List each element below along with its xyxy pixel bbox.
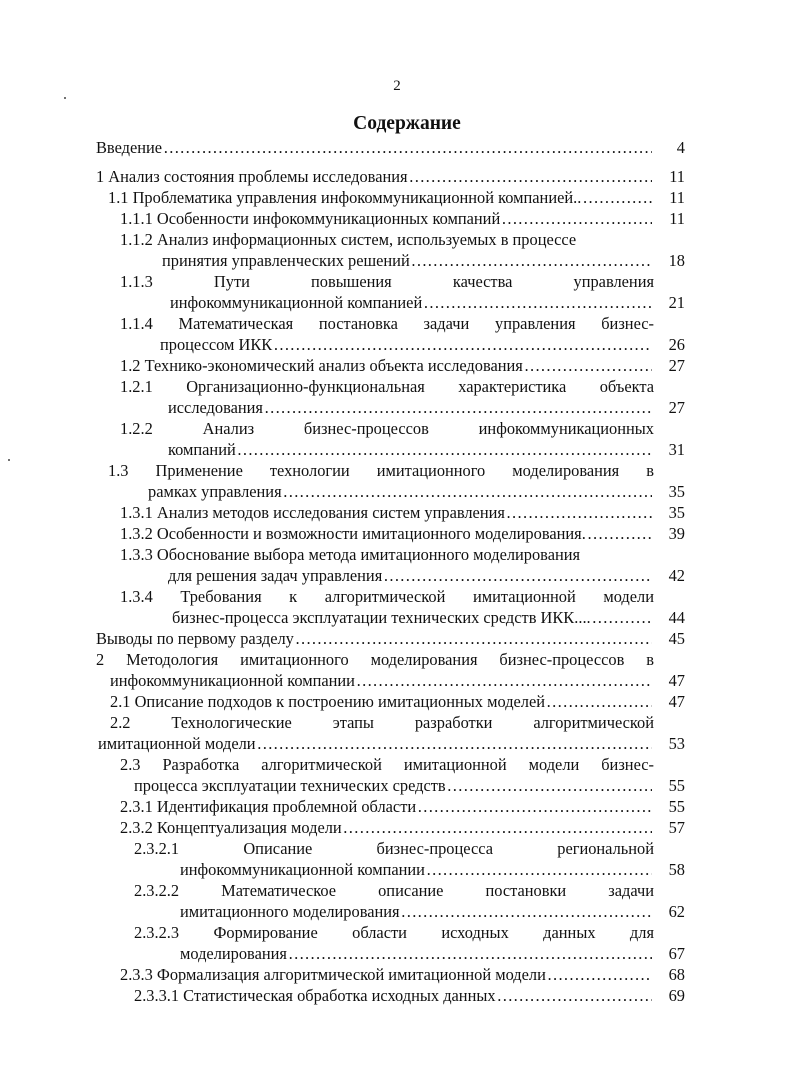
- toc-page-number: 55: [668, 797, 685, 816]
- toc-entry[interactable]: [0, 544, 794, 586]
- toc-page-number: 55: [668, 776, 685, 796]
- toc-entry-title: 2 Методология имитационного моделирования бизнес-процессов в: [96, 650, 654, 669]
- dot-leader: [423, 292, 652, 313]
- toc-entry-title: 1.1.2 Анализ информационных систем, используемых в процессе: [120, 229, 577, 249]
- toc-entry-title: Выводы по первому разделу: [96, 628, 294, 648]
- toc-entry-title: 1.1.3 Пути повышения качества управления: [120, 272, 654, 291]
- toc-entry[interactable]: [0, 523, 794, 544]
- toc-entry-title: 2.2 Технологические этапы разработки алгоритмической: [110, 713, 654, 732]
- dot-leader: [409, 166, 652, 187]
- toc-entry[interactable]: [0, 271, 794, 313]
- dot-leader: [592, 607, 652, 628]
- toc-entry-title: 1.2 Технико-экономический анализ объекта исследования: [120, 355, 523, 375]
- toc-entry[interactable]: [0, 502, 794, 523]
- dot-leader: [501, 208, 652, 229]
- toc-page-number: 18: [668, 251, 685, 271]
- toc-page-number: 21: [668, 293, 685, 313]
- toc-entry-title: Введение: [96, 137, 163, 157]
- toc-entry[interactable]: [0, 712, 794, 754]
- scan-speck: [64, 97, 66, 99]
- scan-speck: [8, 459, 10, 461]
- toc-entry-title: 1.3.4 Требования к алгоритмической имитационной модели: [120, 587, 654, 606]
- dot-leader: [582, 187, 652, 208]
- dot-leader: [547, 964, 652, 985]
- toc-entry-title: 1.1.4 Математическая постановка задачи управления бизнес-: [120, 314, 654, 333]
- toc-page-number: 11: [669, 167, 685, 186]
- toc-entry-title: 1.2.2 Анализ бизнес-процессов инфокоммуникационных: [120, 419, 654, 438]
- toc-page-number: 35: [668, 482, 685, 502]
- toc-entry[interactable]: [0, 313, 794, 355]
- toc-entry-title: 2.3.2.3 Формирование области исходных данных для: [134, 923, 654, 942]
- dot-leader: [401, 901, 652, 922]
- toc-entry-title: процессом ИКК: [160, 335, 273, 355]
- toc-entry-title: моделирования: [180, 944, 287, 964]
- page-number: 2: [393, 78, 401, 94]
- toc-page-number: 62: [668, 902, 685, 922]
- toc-entry[interactable]: [0, 817, 794, 838]
- dot-leader: [587, 523, 652, 544]
- toc-entry[interactable]: [0, 166, 794, 187]
- toc-entry-title: принятия управленческих решений: [162, 251, 410, 271]
- toc-page-number: 44: [668, 608, 685, 628]
- toc-entry-title: 1.3.2 Особенности и возможности имитационного моделирования.: [120, 523, 586, 543]
- dot-leader: [163, 137, 652, 158]
- toc-entry-title: для решения задач управления: [168, 566, 383, 586]
- toc-entry[interactable]: [0, 880, 794, 922]
- toc-page-number: 4: [676, 138, 685, 157]
- dot-leader: [237, 439, 652, 460]
- toc-entry-title: исследования: [168, 398, 263, 418]
- toc-entry-title: 2.3.2 Концептуализация модели: [120, 817, 342, 837]
- toc-entry[interactable]: [0, 586, 794, 628]
- toc-page-number: 11: [669, 209, 685, 228]
- toc-entry[interactable]: [0, 137, 794, 158]
- toc-page-number: 47: [668, 692, 685, 711]
- toc-entry-title: инфокоммуникационной компании: [180, 860, 425, 880]
- toc-entry-title: 1.1.1 Особенности инфокоммуникационных компаний: [120, 208, 501, 228]
- toc-page-number: 27: [668, 356, 685, 375]
- toc-entry[interactable]: [0, 922, 794, 964]
- toc-entry[interactable]: [0, 187, 794, 208]
- toc-entry-title: бизнес-процесса эксплуатации технических средств ИКК....: [172, 608, 591, 628]
- toc-page-number: 39: [668, 524, 685, 543]
- toc-entry-title: 2.3.2.2 Математическое описание постановки задачи: [134, 881, 654, 900]
- toc-page-number: 27: [668, 398, 685, 418]
- toc-entry-title: 1.3.1 Анализ методов исследования систем управления: [120, 502, 505, 522]
- toc-entry-title: имитационной модели: [98, 734, 256, 754]
- toc-page-number: 45: [668, 629, 685, 648]
- dot-leader: [383, 565, 652, 586]
- dot-leader: [264, 397, 652, 418]
- dot-leader: [257, 733, 652, 754]
- dot-leader: [295, 628, 652, 649]
- toc-page-number: 35: [668, 503, 685, 522]
- toc-entry[interactable]: [0, 229, 794, 271]
- dot-leader: [497, 985, 652, 1006]
- toc-page-number: 53: [668, 734, 685, 754]
- dot-leader: [546, 691, 652, 712]
- toc-page-number: 69: [668, 986, 685, 1005]
- dot-leader: [506, 502, 652, 523]
- toc-entry[interactable]: [0, 691, 794, 712]
- toc-entry[interactable]: [0, 460, 794, 502]
- dot-leader: [283, 481, 652, 502]
- dot-leader: [524, 355, 652, 376]
- dot-leader: [411, 250, 652, 271]
- toc-page-number: 57: [668, 818, 685, 837]
- dot-leader: [273, 334, 652, 355]
- toc-page-number: 67: [668, 944, 685, 964]
- dot-leader: [426, 859, 652, 880]
- toc-entry[interactable]: [0, 649, 794, 691]
- toc-entry-title: 2.3.2.1 Описание бизнес-процесса региональной: [134, 839, 654, 858]
- toc-entry[interactable]: [0, 628, 794, 649]
- toc-entry-title: процесса эксплуатации технических средств: [134, 776, 446, 796]
- toc-entry-title: 2.3.3 Формализация алгоритмической имитационной модели: [120, 964, 546, 984]
- toc-entry[interactable]: [0, 838, 794, 880]
- dot-leader: [356, 670, 652, 691]
- toc-entry[interactable]: [0, 754, 794, 796]
- toc-entry-title: 1 Анализ состояния проблемы исследования: [96, 166, 408, 186]
- toc-entry[interactable]: [0, 208, 794, 229]
- toc-page-number: 31: [668, 440, 685, 460]
- toc-entry-title: 2.1 Описание подходов к построению имитационных моделей: [110, 691, 546, 711]
- toc-entry-title: инфокоммуникационной компанией: [170, 293, 423, 313]
- toc-entry-title: инфокоммуникационной компании: [110, 671, 355, 691]
- toc-entry[interactable]: [0, 376, 794, 418]
- toc-entry[interactable]: [0, 418, 794, 460]
- toc-page-number: 47: [668, 671, 685, 691]
- toc-entry-title: 2.3.3.1 Статистическая обработка исходных данных: [134, 985, 496, 1005]
- page-title: Содержание: [353, 113, 461, 134]
- toc-entry-title: 1.3.3 Обоснование выбора метода имитационного моделирования: [120, 544, 581, 564]
- toc-entry-title: 2.3.1 Идентификация проблемной области: [120, 796, 417, 816]
- toc-entry-title: компаний: [168, 440, 236, 460]
- toc-page-number: 58: [668, 860, 685, 880]
- toc-entry[interactable]: [0, 355, 794, 376]
- toc-entry[interactable]: [0, 985, 794, 1006]
- toc-entry-title: 1.1 Проблематика управления инфокоммуникационной компанией..: [108, 187, 582, 207]
- toc-entry[interactable]: [0, 964, 794, 985]
- dot-leader: [343, 817, 652, 838]
- toc-entry-title: 1.3 Применение технологии имитационного моделирования в: [108, 461, 654, 480]
- toc-page-number: 26: [668, 335, 685, 355]
- dot-leader: [447, 775, 652, 796]
- toc-page-number: 68: [668, 965, 685, 984]
- toc-entry-title: 2.3 Разработка алгоритмической имитационной модели бизнес-: [120, 755, 654, 774]
- toc-entry-title: 1.2.1 Организационно-функциональная характеристика объекта: [120, 377, 654, 396]
- dot-leader: [417, 796, 652, 817]
- toc-entry-title: имитационного моделирования: [180, 902, 400, 922]
- toc-entry[interactable]: [0, 796, 794, 817]
- dot-leader: [288, 943, 652, 964]
- toc-page-number: 11: [669, 188, 685, 207]
- toc-page-number: 42: [668, 566, 685, 586]
- toc-entry-title: рамках управления: [148, 482, 282, 502]
